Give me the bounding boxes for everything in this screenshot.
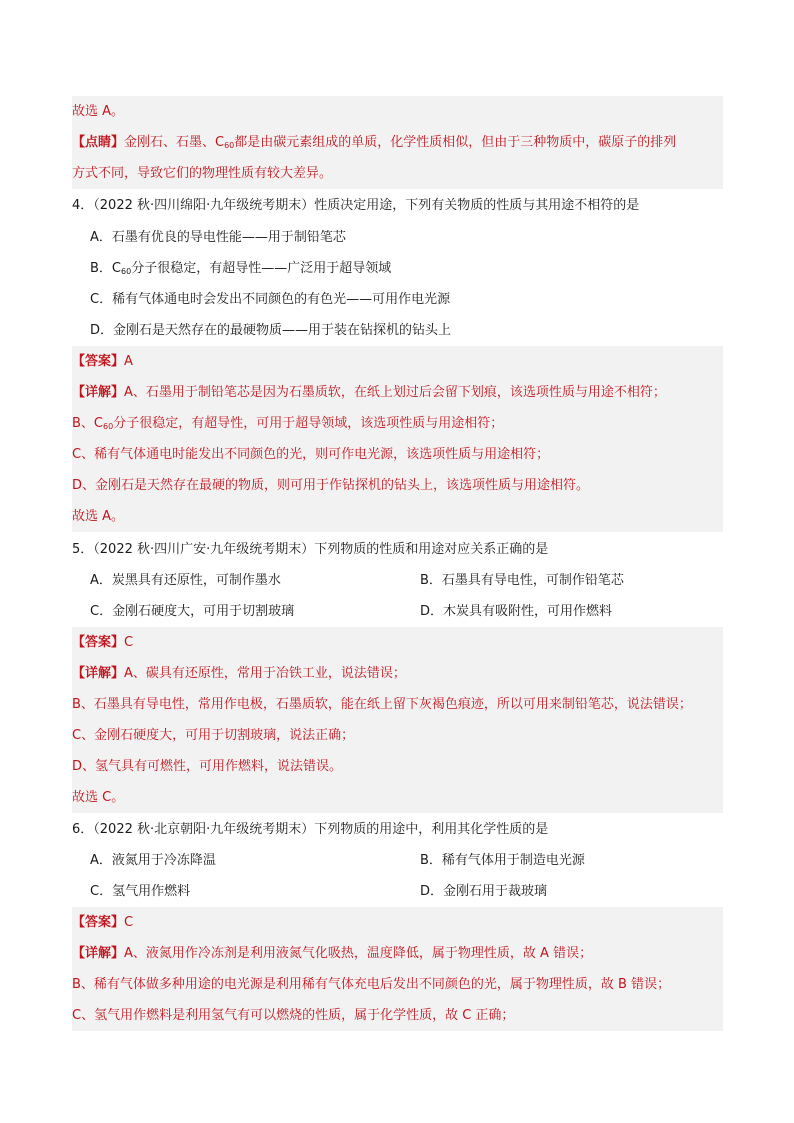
q4-option-a: A．石墨有优良的导电性能——用于制铅笔芯: [90, 230, 346, 245]
q5-detail-b: B、石墨具有导电性，常用作电极，石墨质软，能在纸上留下灰褐色痕迹，所以可用来制铅笔芯，说法错误；: [72, 689, 723, 720]
q4-detail-b: B、$C_{60}$分子很稳定，有超导性，可用于超导领域，该选项性质与用途相符；: [72, 408, 723, 439]
q4-detail-d: D、金刚石是天然存在最硬的物质，则可用于作钻探机的钻头上，该选项性质与用途相符。: [72, 470, 723, 501]
prev-comment-line-1: 【点睛】金刚石、石墨、$C_{60}$都是由碳元素组成的单质，化学性质相似，但由于三种物质中，碳原子的排列: [72, 127, 723, 158]
q6-option-c: C．氢气用作燃料: [90, 884, 191, 899]
q5-option-d: D．木炭具有吸附性，可用作燃料: [420, 604, 613, 619]
q6-detail-c: C、氢气用作燃料是利用氢气有可以燃烧的性质，属于化学性质，故 C 正确；: [72, 1000, 723, 1031]
q4-detail-a: 【详解】A、石墨用于制铅笔芯是因为石墨质软，在纸上划过后会留下划痕，该选项性质与用途不相符；: [72, 377, 723, 408]
q4-option-d: D．金刚石是天然存在的最硬物质——用于装在钻探机的钻头上: [90, 323, 452, 338]
q5-option-b: B．石墨具有导电性，可制作铅笔芯: [420, 573, 624, 588]
q4-option-c: C．稀有气体通电时会发出不同颜色的有色光——可用作电光源: [90, 292, 451, 307]
q5-detail-c: C、金刚石硬度大，可用于切割玻璃，说法正确；: [72, 720, 723, 751]
q5-detail-d: D、氢气具有可燃性，可用作燃料，说法错误。: [72, 751, 723, 782]
q5-option-c: C．金刚石硬度大，可用于切割玻璃: [90, 604, 295, 619]
prev-comment-line-2: 方式不同，导致它们的物理性质有较大差异。: [72, 158, 723, 189]
q5-options-row-1: [72, 565, 723, 596]
q6-option-d: D．金刚石用于裁玻璃: [420, 884, 548, 899]
q5-conclusion: 故选 C。: [72, 782, 723, 813]
q6-detail-a: 【详解】A、液氮用作冷冻剂是利用液氮气化吸热，温度降低，属于物理性质，故 A 错误；: [72, 938, 723, 969]
q6-options-row-2: [72, 876, 723, 907]
q4-option-b: B．$C_{60}$分子很稳定，有超导性——广泛用于超导领域: [90, 261, 392, 276]
q5-option-a: A．炭黑具有还原性，可制作墨水: [90, 573, 281, 588]
q6-detail-b: B、稀有气体做多种用途的电光源是利用稀有气体充电后发出不同颜色的光，属于物理性质，故 B 错误；: [72, 969, 723, 1000]
q5-detail-a: 【详解】A、碳具有还原性，常用于冶铁工业，说法错误；: [72, 658, 723, 689]
q4-detail-c: C、稀有气体通电时能发出不同颜色的光，则可作电光源，该选项性质与用途相符；: [72, 439, 723, 470]
q5-stem: 5．（2022 秋·四川广安·九年级统考期末）下列物质的性质和用途对应关系正确的是: [72, 542, 549, 557]
q6-stem: 6．（2022 秋·北京朝阳·九年级统考期末）下列物质的用途中，利用其化学性质的是: [72, 822, 549, 837]
q6-option-b: B．稀有气体用于制造电光源: [420, 853, 585, 868]
q5-options-row-2: [72, 596, 723, 627]
q4-conclusion: 故选 A。: [72, 501, 723, 532]
q6-answer: 【答案】C: [72, 907, 723, 938]
q4-answer: 【答案】A: [72, 346, 723, 377]
q4-stem: 4．（2022 秋·四川绵阳·九年级统考期末）性质决定用途，下列有关物质的性质与其用途不相符的是: [72, 198, 640, 213]
q6-options-row-1: [72, 845, 723, 876]
q6-option-a: A．液氮用于冷冻降温: [90, 853, 216, 868]
q5-answer: 【答案】C: [72, 627, 723, 658]
prev-conclusion: 故选 A。: [72, 96, 723, 127]
